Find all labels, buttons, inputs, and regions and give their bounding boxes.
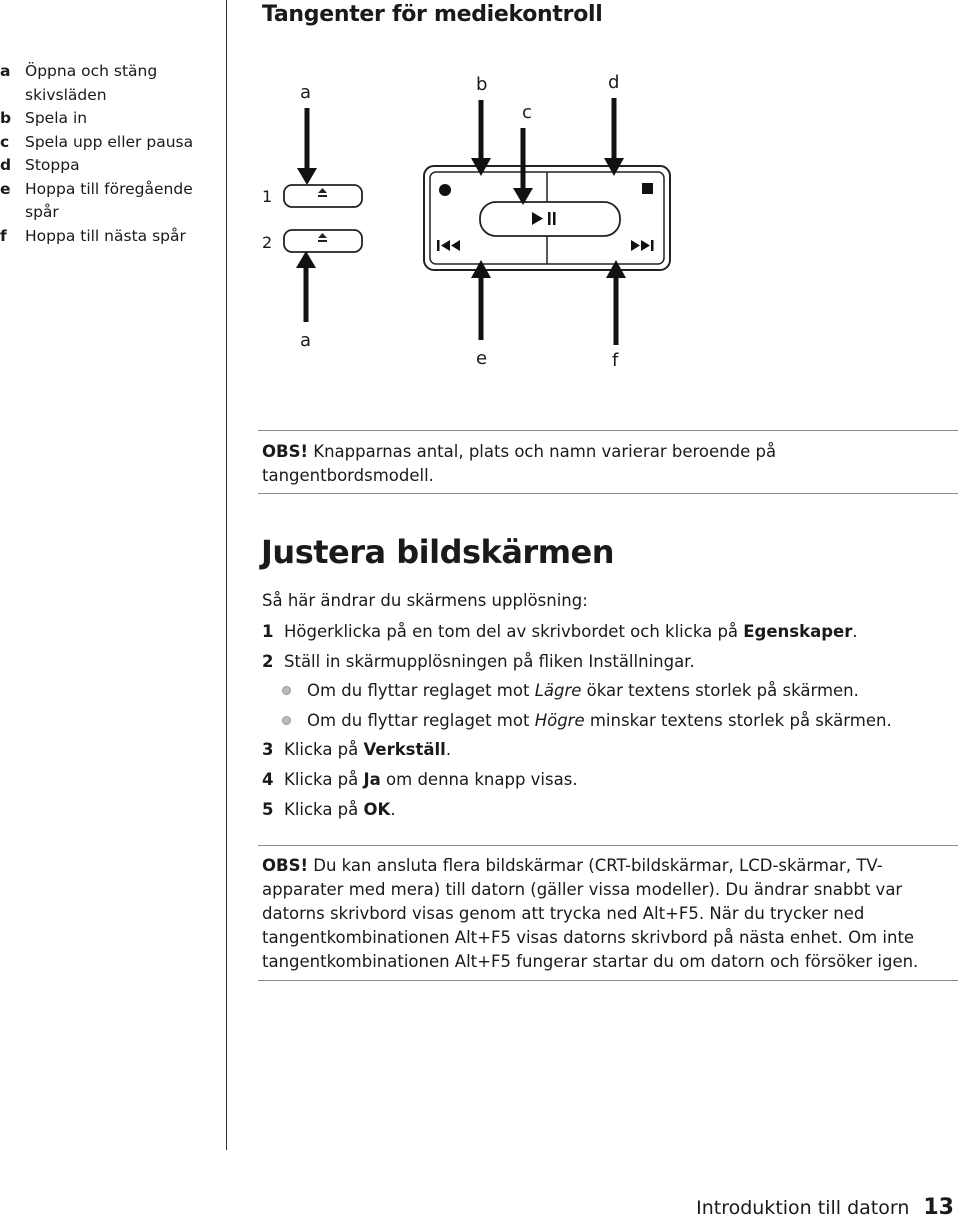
arrow-a-bottom <box>296 251 316 322</box>
label-b: b <box>476 74 488 95</box>
legend-item-b: b Spela in <box>0 109 88 127</box>
label-c: c <box>522 102 532 123</box>
arrow-b <box>471 100 491 176</box>
note-label: OBS! <box>262 856 309 875</box>
media-keys-heading: Tangenter för mediekontroll <box>262 2 603 27</box>
note-keys <box>262 440 952 488</box>
footer-title: Introduktion till datorn <box>696 1197 910 1219</box>
stop-icon <box>642 183 653 194</box>
record-icon <box>439 184 451 196</box>
page-footer <box>696 1195 954 1220</box>
column-divider <box>226 0 227 1150</box>
step-1: 1 Högerklicka på en tom del av skrivbordet och klicka på Egenskaper. <box>262 622 858 641</box>
divider <box>258 430 958 431</box>
step-2: 2 Ställ in skärmupplösningen på fliken Inställningar. <box>262 651 695 671</box>
divider <box>258 845 958 846</box>
label-a-top: a <box>300 82 312 103</box>
media-key-legend <box>0 60 215 248</box>
legend-item-a: a Öppna och stäng skivsläden <box>0 62 158 104</box>
row-number-2: 2 <box>262 233 273 252</box>
row-number-1: 1 <box>262 187 273 206</box>
legend-item-c: c Spela upp eller pausa <box>0 132 194 151</box>
note-text: Du kan ansluta flera bildskärmar (CRT-bildskärmar, LCD-skärmar, TV-apparater med mera) till datorn (gäller vissa modeller). Du ändrar snabbt var datorns skrivbord visas genom att trycka ned Alt+F5. När du trycker ned tangentkombinationen Alt+F5 visas datorns skrivbord på nästa enhet. Om inte tangentkombinationen Alt+F5 fungerar startar du om datorn och försöker igen. <box>262 856 919 971</box>
bullet-lower: Om du flyttar reglaget mot Lägre ökar textens storlek på skärmen. <box>262 679 892 709</box>
legend-item-d: d Stoppa <box>0 156 80 174</box>
label-f: f <box>612 350 619 371</box>
note-label: OBS! <box>262 442 309 461</box>
label-d: d <box>608 72 620 93</box>
note-text: Knapparnas antal, plats och namn varierar beroende på tangentbordsmodell. <box>262 442 777 485</box>
eject-key-2 <box>284 230 362 252</box>
arrow-a-top <box>297 108 317 185</box>
steps-intro: Så här ändrar du skärmens upplösning: <box>262 591 588 610</box>
section-heading: Justera bildskärmen <box>261 533 615 571</box>
page-number: 13 <box>923 1195 954 1220</box>
player-keys <box>424 166 670 270</box>
resolution-steps <box>262 589 892 827</box>
legend-item-f: f Hoppa till nästa spår <box>0 226 186 245</box>
bullet-icon <box>281 709 307 739</box>
bullet-icon <box>281 679 307 709</box>
label-a-bottom: a <box>300 330 312 351</box>
step-3: 3 Klicka på Verkställ. <box>262 740 452 760</box>
eject-key-1 <box>284 185 362 207</box>
step-5: 5 Klicka på OK. <box>262 799 396 819</box>
divider <box>258 493 958 494</box>
arrow-f <box>606 260 626 345</box>
media-keys-diagram <box>248 60 688 380</box>
legend-item-e: e Hoppa till föregående spår <box>0 179 193 221</box>
step-4: 4 Klicka på Ja om denna knapp visas. <box>262 769 578 789</box>
label-e: e <box>476 348 488 369</box>
divider <box>258 980 958 981</box>
arrow-d <box>604 98 624 176</box>
arrow-e <box>471 260 491 340</box>
note-multiple-displays <box>262 854 952 974</box>
bullet-higher: Om du flyttar reglaget mot Högre minskar textens storlek på skärmen. <box>262 709 892 739</box>
